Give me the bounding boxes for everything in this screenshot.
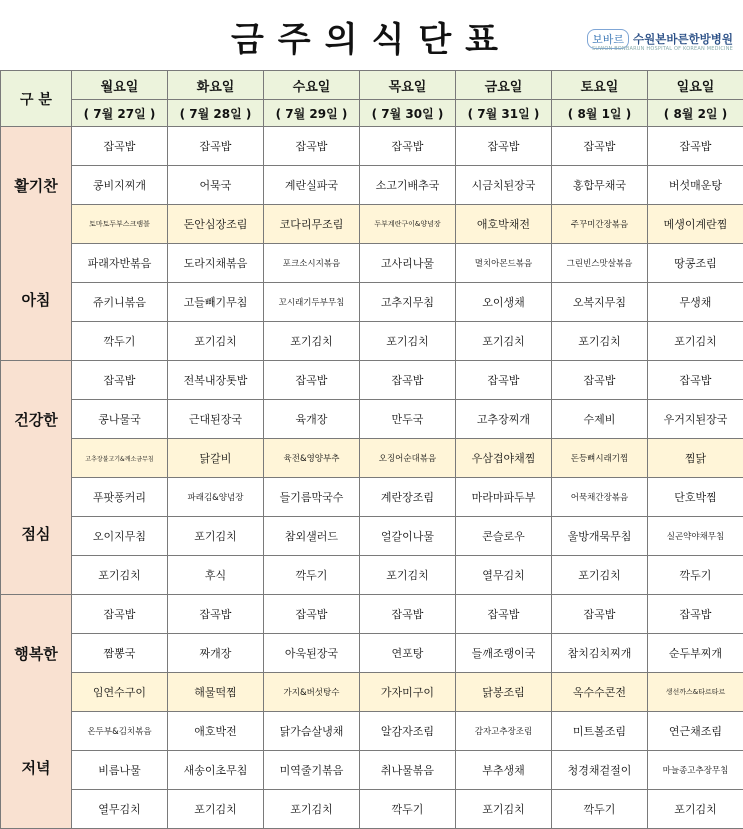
menu-item: 고추지무침 xyxy=(360,283,456,322)
menu-item: 잡곡밥 xyxy=(360,595,456,634)
meal-row xyxy=(1,361,743,400)
menu-item: 잡곡밥 xyxy=(456,127,552,166)
menu-item: 잡곡밥 xyxy=(264,127,360,166)
menu-item: 홍합무채국 xyxy=(552,166,648,205)
menu-item: 열무김치 xyxy=(72,790,168,829)
meal-label-cell xyxy=(1,595,72,829)
meal-row xyxy=(1,634,743,673)
menu-item: 푸팟퐁커리 xyxy=(72,478,168,517)
menu-item: 만두국 xyxy=(360,400,456,439)
meal-row xyxy=(1,556,743,595)
menu-item: 포기김치 xyxy=(264,322,360,361)
menu-item: 소고기배추국 xyxy=(360,166,456,205)
menu-item: 들기름막국수 xyxy=(264,478,360,517)
menu-item: 깍두기 xyxy=(264,556,360,595)
menu-item: 포기김치 xyxy=(360,322,456,361)
date-header: ( 7월 28일 ) xyxy=(168,100,264,127)
menu-item: 고추장불고기&깨소금무침 xyxy=(72,439,168,478)
menu-item: 순두부찌개 xyxy=(648,634,743,673)
menu-item: 참치김치찌개 xyxy=(552,634,648,673)
meal-label-cell xyxy=(1,127,72,361)
menu-item: 잡곡밥 xyxy=(648,127,743,166)
menu-item: 잡곡밥 xyxy=(264,361,360,400)
menu-item: 청경채겉절이 xyxy=(552,751,648,790)
day-header: 목요일 xyxy=(360,71,456,100)
menu-item: 포기김치 xyxy=(456,322,552,361)
menu-item: 쥬키니볶음 xyxy=(72,283,168,322)
menu-item: 어묵채간장볶음 xyxy=(552,478,648,517)
menu-item: 연포탕 xyxy=(360,634,456,673)
menu-item: 애호박전 xyxy=(168,712,264,751)
menu-item: 두부계란구이&양념장 xyxy=(360,205,456,244)
menu-item: 깍두기 xyxy=(648,556,743,595)
meal-row xyxy=(1,517,743,556)
menu-item: 잡곡밥 xyxy=(168,595,264,634)
day-header: 토요일 xyxy=(552,71,648,100)
menu-item: 닭갈비 xyxy=(168,439,264,478)
menu-item: 감자고추장조림 xyxy=(456,712,552,751)
menu-item: 돈등뼈시래기찜 xyxy=(552,439,648,478)
menu-item: 잡곡밥 xyxy=(168,127,264,166)
menu-item: 잡곡밥 xyxy=(72,127,168,166)
menu-item: 오이지무침 xyxy=(72,517,168,556)
menu-item: 울방개묵무침 xyxy=(552,517,648,556)
meal-row xyxy=(1,283,743,322)
logo-mark: 보바르 xyxy=(587,29,629,49)
menu-item: 오이생채 xyxy=(456,283,552,322)
menu-item: 근대된장국 xyxy=(168,400,264,439)
menu-item: 가지&버섯탕수 xyxy=(264,673,360,712)
menu-item: 어묵국 xyxy=(168,166,264,205)
menu-item: 무생채 xyxy=(648,283,743,322)
menu-item: 주꾸미간장볶음 xyxy=(552,205,648,244)
menu-item: 수제비 xyxy=(552,400,648,439)
menu-item: 포기김치 xyxy=(264,790,360,829)
menu-item: 잡곡밥 xyxy=(552,595,648,634)
menu-item: 파래자반볶음 xyxy=(72,244,168,283)
menu-item: 닭봉조림 xyxy=(456,673,552,712)
menu-item: 계란장조림 xyxy=(360,478,456,517)
menu-item: 잡곡밥 xyxy=(360,361,456,400)
meal-plan-table xyxy=(0,70,743,829)
menu-item: 고사리나물 xyxy=(360,244,456,283)
menu-item: 짜개장 xyxy=(168,634,264,673)
menu-item: 오징어순대볶음 xyxy=(360,439,456,478)
date-header: ( 8월 1일 ) xyxy=(552,100,648,127)
menu-item: 포기김치 xyxy=(168,790,264,829)
menu-item: 깍두기 xyxy=(552,790,648,829)
menu-item: 그린빈스맛살볶음 xyxy=(552,244,648,283)
header xyxy=(0,0,743,70)
menu-item: 메생이계란찜 xyxy=(648,205,743,244)
day-header: 금요일 xyxy=(456,71,552,100)
meal-label: 행복한 xyxy=(1,646,71,663)
logo-subtitle: SUWON BONBARUN HOSPITAL OF KOREAN MEDICINE xyxy=(592,46,733,52)
menu-item: 포기김치 xyxy=(648,790,743,829)
menu-item: 콩비지찌개 xyxy=(72,166,168,205)
day-header: 화요일 xyxy=(168,71,264,100)
menu-item: 파래김&양념장 xyxy=(168,478,264,517)
menu-item: 잡곡밥 xyxy=(552,127,648,166)
meal-row xyxy=(1,322,743,361)
menu-item: 취나물볶음 xyxy=(360,751,456,790)
menu-item: 열무김치 xyxy=(456,556,552,595)
meal-row xyxy=(1,205,743,244)
menu-item: 토마토두부스크램블 xyxy=(72,205,168,244)
meal-row xyxy=(1,166,743,205)
menu-item: 시금치된장국 xyxy=(456,166,552,205)
menu-item: 포기김치 xyxy=(552,556,648,595)
menu-item: 포기김치 xyxy=(552,322,648,361)
meal-label-cell xyxy=(1,361,72,595)
day-header: 월요일 xyxy=(72,71,168,100)
menu-item: 임연수구이 xyxy=(72,673,168,712)
menu-item: 포기김치 xyxy=(168,322,264,361)
menu-item: 옥수수콘전 xyxy=(552,673,648,712)
menu-item: 알감자조림 xyxy=(360,712,456,751)
meal-row xyxy=(1,751,743,790)
date-header: ( 7월 29일 ) xyxy=(264,100,360,127)
meal-row xyxy=(1,439,743,478)
menu-item: 온두부&김치볶음 xyxy=(72,712,168,751)
menu-item: 짬뽕국 xyxy=(72,634,168,673)
menu-item: 실곤약야채무침 xyxy=(648,517,743,556)
meal-label: 활기찬 xyxy=(1,178,71,195)
menu-item: 참외샐러드 xyxy=(264,517,360,556)
menu-item: 코다리무조림 xyxy=(264,205,360,244)
logo-name: 수원본바른한방병원 xyxy=(633,31,733,47)
menu-item: 애호박채전 xyxy=(456,205,552,244)
menu-item: 계란실파국 xyxy=(264,166,360,205)
menu-item: 잡곡밥 xyxy=(456,361,552,400)
menu-item: 잡곡밥 xyxy=(552,361,648,400)
menu-item: 땅콩조림 xyxy=(648,244,743,283)
menu-item: 부추생채 xyxy=(456,751,552,790)
menu-item: 돈안심장조림 xyxy=(168,205,264,244)
menu-item: 해물떡찜 xyxy=(168,673,264,712)
meal-row xyxy=(1,127,743,166)
menu-item: 오복지무침 xyxy=(552,283,648,322)
menu-item: 단호박찜 xyxy=(648,478,743,517)
menu-item: 우거지된장국 xyxy=(648,400,743,439)
meal-row xyxy=(1,790,743,829)
meal-row xyxy=(1,244,743,283)
day-header: 일요일 xyxy=(648,71,743,100)
date-header-row xyxy=(1,100,743,127)
menu-item: 후식 xyxy=(168,556,264,595)
menu-item: 전복내장톳밥 xyxy=(168,361,264,400)
menu-item: 마라마파두부 xyxy=(456,478,552,517)
menu-item: 버섯매운탕 xyxy=(648,166,743,205)
meal-row xyxy=(1,400,743,439)
menu-item: 아욱된장국 xyxy=(264,634,360,673)
meal-row xyxy=(1,478,743,517)
menu-item: 가자미구이 xyxy=(360,673,456,712)
menu-item: 잡곡밥 xyxy=(456,595,552,634)
menu-item: 비름나물 xyxy=(72,751,168,790)
menu-item: 잡곡밥 xyxy=(648,595,743,634)
meal-time: 아침 xyxy=(1,292,71,309)
menu-item: 포기김치 xyxy=(456,790,552,829)
menu-item: 잡곡밥 xyxy=(648,361,743,400)
menu-item: 들깨조랭이국 xyxy=(456,634,552,673)
menu-item: 포기김치 xyxy=(72,556,168,595)
meal-time: 저녁 xyxy=(1,760,71,777)
date-header: ( 7월 27일 ) xyxy=(72,100,168,127)
page-title: 금주의식단표 xyxy=(0,12,743,61)
meal-row xyxy=(1,595,743,634)
menu-item: 꼬시래기두부무침 xyxy=(264,283,360,322)
menu-item: 깍두기 xyxy=(360,790,456,829)
menu-item: 잡곡밥 xyxy=(72,361,168,400)
date-header: ( 8월 2일 ) xyxy=(648,100,743,127)
menu-item: 도라지채볶음 xyxy=(168,244,264,283)
menu-item: 육개장 xyxy=(264,400,360,439)
menu-item: 마늘종고추장무침 xyxy=(648,751,743,790)
menu-item: 콘슬로우 xyxy=(456,517,552,556)
menu-item: 미트볼조림 xyxy=(552,712,648,751)
menu-item: 콩나물국 xyxy=(72,400,168,439)
date-header: ( 7월 30일 ) xyxy=(360,100,456,127)
day-header: 수요일 xyxy=(264,71,360,100)
menu-item: 새송이초무침 xyxy=(168,751,264,790)
meal-label: 건강한 xyxy=(1,412,71,429)
meal-time: 점심 xyxy=(1,526,71,543)
menu-item: 미역줄기볶음 xyxy=(264,751,360,790)
menu-item: 얼갈이나물 xyxy=(360,517,456,556)
menu-item: 멸치아몬드볶음 xyxy=(456,244,552,283)
menu-item: 잡곡밥 xyxy=(360,127,456,166)
menu-item: 생선까스&타르타르 xyxy=(648,673,743,712)
menu-item: 잡곡밥 xyxy=(264,595,360,634)
date-header: ( 7월 31일 ) xyxy=(456,100,552,127)
menu-item: 우삼겹야채찜 xyxy=(456,439,552,478)
day-header-row xyxy=(1,71,743,100)
meal-row xyxy=(1,673,743,712)
menu-item: 포크소시지볶음 xyxy=(264,244,360,283)
menu-item: 육전&영양부추 xyxy=(264,439,360,478)
menu-item: 고들빼기무침 xyxy=(168,283,264,322)
menu-item: 연근채조림 xyxy=(648,712,743,751)
menu-item: 포기김치 xyxy=(648,322,743,361)
menu-item: 포기김치 xyxy=(360,556,456,595)
menu-item: 닭가슴살냉채 xyxy=(264,712,360,751)
menu-item: 잡곡밥 xyxy=(72,595,168,634)
menu-item: 고추장찌개 xyxy=(456,400,552,439)
menu-item: 포기김치 xyxy=(168,517,264,556)
menu-item: 찜닭 xyxy=(648,439,743,478)
menu-item: 깍두기 xyxy=(72,322,168,361)
gubun-header: 구 분 xyxy=(1,71,72,127)
meal-row xyxy=(1,712,743,751)
